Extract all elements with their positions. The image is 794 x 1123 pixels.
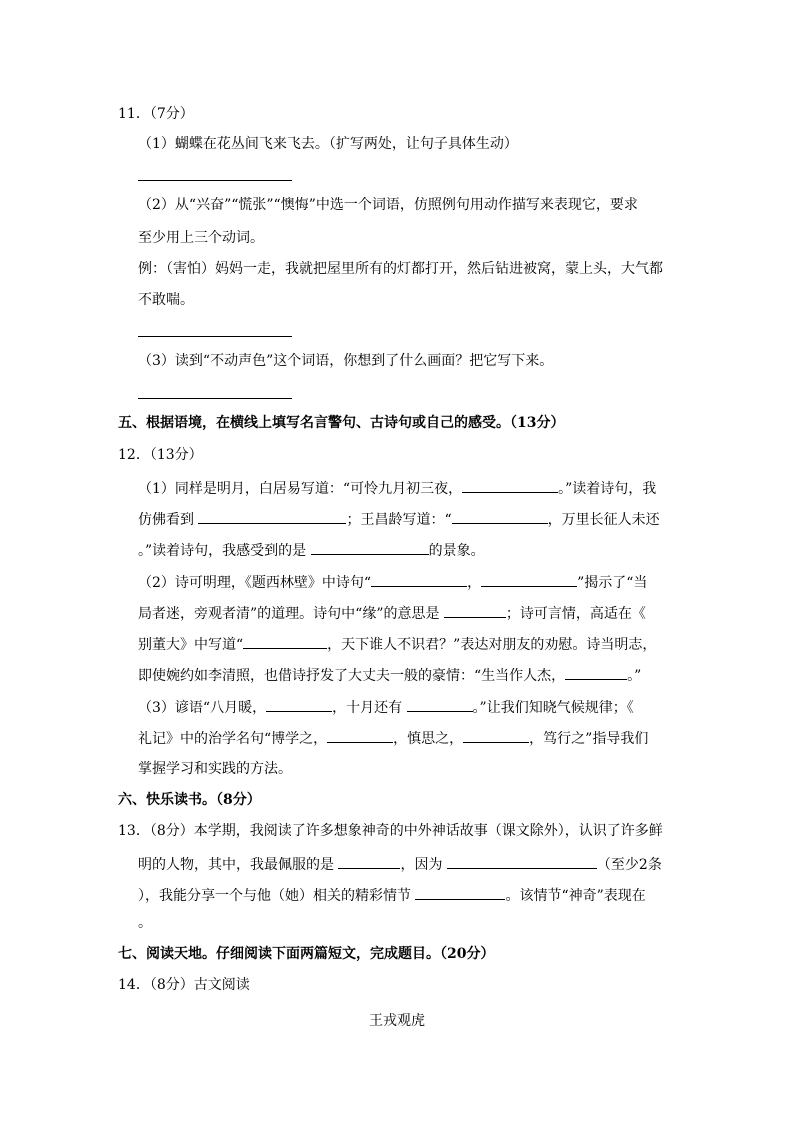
q12-text: （3）谚语“八月暖， (138, 700, 267, 716)
fill-blank[interactable] (311, 540, 429, 555)
q13-text: 。该情节“神奇”表现在 (505, 888, 646, 904)
q12-line1 (138, 478, 656, 498)
q12-line4 (138, 572, 647, 592)
fill-blank[interactable] (407, 697, 473, 712)
q12-line5 (138, 603, 646, 623)
answer-line[interactable] (138, 180, 292, 181)
fill-blank[interactable] (198, 509, 346, 524)
q12-text: 的景象。 (428, 543, 485, 559)
q13-line1: 13．（8分）本学期，我阅读了许多想象神奇的中外神话故事（课文除外），认识了许多鲜 (118, 823, 663, 839)
q14-heading: 14．（8分）古文阅读 (118, 977, 250, 993)
fill-blank[interactable] (565, 665, 627, 680)
answer-line[interactable] (138, 336, 292, 337)
q12-line2 (138, 509, 660, 529)
q11-part2-line1: （2）从“兴奋”“慌张”“懊悔”中选一个词语，仿照例句用动作描写来表现它，要求 (138, 197, 638, 213)
q12-text: 。”让我们知晓气候规律；《 (472, 700, 634, 716)
fill-blank[interactable] (243, 634, 327, 649)
fill-blank[interactable] (371, 572, 467, 587)
q13-line3 (138, 885, 646, 905)
q12-text: ，慎思之， (393, 731, 464, 747)
q12-line6 (138, 634, 656, 654)
q12-text: 。” (627, 668, 642, 684)
q12-text: ，天下谁人不识君？”表达对朋友的劝慰。诗当明志， (327, 637, 657, 653)
q12-text: 。”读着诗句，我感受到的是 (138, 543, 311, 559)
answer-line[interactable] (138, 398, 292, 399)
q12-text: ，万里长征人未还 (547, 512, 660, 528)
fill-blank[interactable] (462, 478, 558, 493)
section7-heading: 七、阅读天地。仔细阅读下面两篇短文，完成题目。（20分） (118, 946, 495, 962)
q12-text: ，笃行之”指导我们 (529, 731, 649, 747)
q12-line9 (138, 728, 648, 748)
q12-text: （2）诗可明理，《题西林壁》中诗句“ (138, 575, 372, 591)
section6-heading: 六、快乐读书。（8分） (118, 792, 261, 808)
q11-part1: （1）蝴蝶在花丛间飞来飞去。（扩写两处，让句子具体生动） (138, 136, 518, 152)
fill-blank[interactable] (452, 509, 548, 524)
section5-heading: 五、根据语境，在横线上填写名言警句、古诗句或自己的感受。（13分） (118, 415, 565, 431)
fill-blank[interactable] (327, 728, 393, 743)
q11-example-line1: 例：（害怕）妈妈一走，我就把屋里所有的灯都打开，然后钻进被窝，蒙上头，大气都 (138, 261, 663, 277)
q13-line4: 。 (138, 915, 152, 931)
fill-blank[interactable] (444, 603, 506, 618)
q13-text: 明的人物，其中，我最佩服的是 (138, 857, 339, 873)
q12-text: ，十月还有 (332, 700, 407, 716)
fill-blank[interactable] (338, 854, 400, 869)
q12-text: 即使婉约如李清照，也借诗抒发了大丈夫一般的豪情：“生当作人杰， (138, 668, 566, 684)
q12-text: 局者迷，旁观者清”的道理。诗句中“缘”的意思是 (138, 606, 444, 622)
q12-text: 礼记》中的治学名句“博学之， (138, 731, 328, 747)
fill-blank[interactable] (447, 854, 597, 869)
q12-text: （1）同样是明月，白居易写道：“可怜九月初三夜， (138, 481, 463, 497)
q12-text: 仿佛看到 (138, 512, 199, 528)
q13-line2 (138, 854, 662, 874)
q12-text: 。”读着诗句，我 (558, 481, 657, 497)
fill-blank[interactable] (266, 697, 332, 712)
q11-heading: 11．（7分） (118, 106, 194, 122)
q12-line3 (138, 540, 485, 560)
q12-line8 (138, 697, 634, 717)
q12-text: ， (467, 575, 482, 591)
q12-text: 别董大》中写道“ (138, 637, 244, 653)
q11-part3: （3）读到“不动声色”这个词语，你想到了什么画面？把它写下来。 (138, 353, 554, 369)
q12-text: ；王昌龄写道：“ (346, 512, 452, 528)
q12-line7 (138, 665, 641, 685)
q12-heading: 12．（13分） (118, 447, 203, 463)
fill-blank[interactable] (481, 572, 577, 587)
q12-text: ；诗可言情，高适在《 (505, 606, 646, 622)
fill-blank[interactable] (415, 885, 505, 900)
fill-blank[interactable] (463, 728, 529, 743)
q11-part2-line2: 至少用上三个动词。 (138, 230, 264, 246)
passage-title: 王戎观虎 (369, 1013, 425, 1029)
q12-text: ”揭示了“当 (577, 575, 648, 591)
q11-example-line2: 不敢喘。 (138, 292, 194, 308)
q13-text: ，因为 (400, 857, 447, 873)
q13-text: （至少2条 (596, 857, 662, 873)
q13-text: ），我能分享一个与他（她）相关的精彩情节 (138, 888, 416, 904)
q12-line10: 掌握学习和实践的方法。 (138, 761, 292, 777)
